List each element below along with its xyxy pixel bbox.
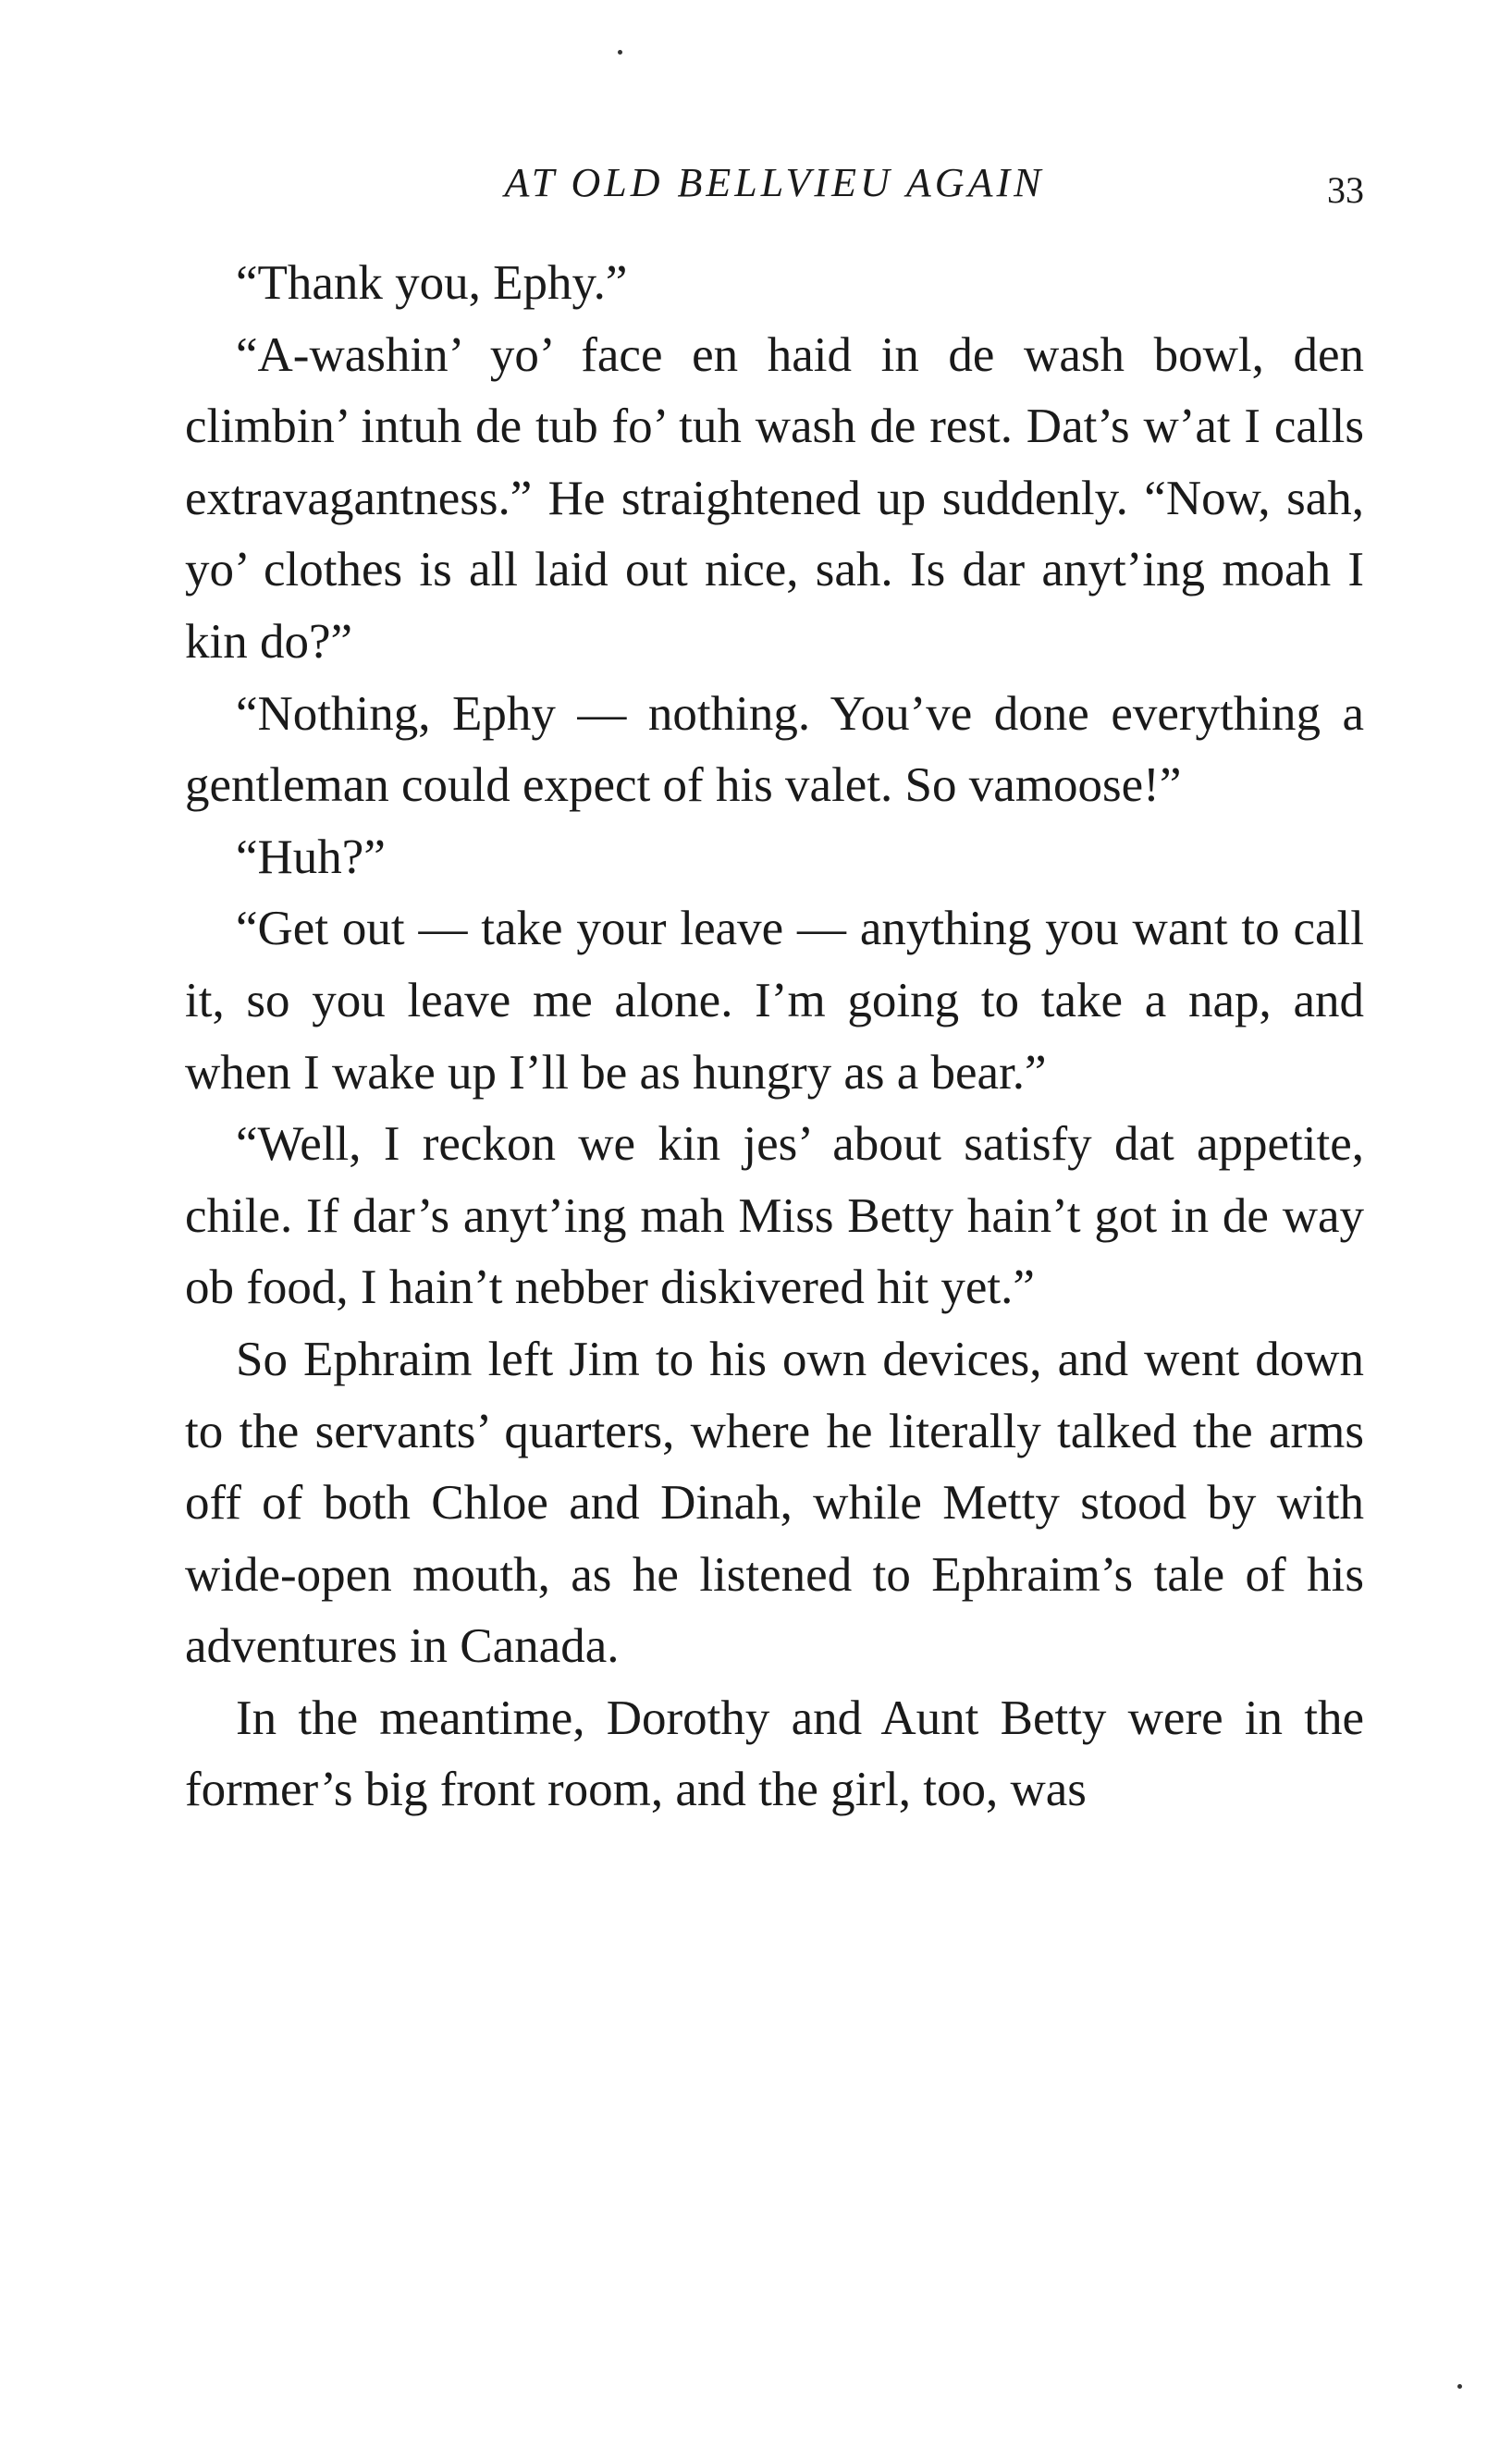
paragraph: “Thank you, Ephy.” xyxy=(236,256,628,310)
paragraph: “Huh?” xyxy=(236,830,386,884)
page-number: 33 xyxy=(1327,169,1364,211)
running-title: AT OLD BELLVIEU AGAIN xyxy=(504,160,1045,205)
paragraph: “Well, I reckon we kin jes’ about satisfy dat appetite, chile. If dar’s anyt’ing mah Miss Betty hain’t got in de way ob food, I hain’t nebber diskivered hit yet.” xyxy=(185,1117,1364,1315)
paragraph: So Ephraim left Jim to his own devices, and went down to the servants’ quarters, where he literally talked the arms off of both Chloe and Dinah, while Metty stood by with wide-open mouth, as he listened to Ephraim’s tale of his adventures in Canada. xyxy=(185,1332,1364,1674)
paragraph: “Get out — take your leave — anything you want to call it, so you leave me alone. I’m going to take a nap, and when I wake up I’ll be as hungry as a bear.” xyxy=(185,902,1364,1100)
print-speck xyxy=(1457,2384,1462,2389)
body-text xyxy=(185,248,1364,1826)
paragraph: “Nothing, Ephy — nothing. You’ve done everything a gentleman could expect of his valet. So vamoose!” xyxy=(185,686,1364,813)
paragraph: “A-washin’ yo’ face en haid in de wash bowl, den climbin’ intuh de tub fo’ tuh wash de rest. Dat’s w’at I calls extravagantness.” He straightened up suddenly. “Now, sah, yo’ clothes is all laid out nice, sah. Is dar anyt’ing moah I kin do?” xyxy=(185,327,1364,669)
print-speck xyxy=(618,50,622,55)
paragraph: In the meantime, Dorothy and Aunt Betty were in the former’s big front room, and the girl, too, was xyxy=(185,1691,1364,1817)
running-head xyxy=(185,155,1364,211)
